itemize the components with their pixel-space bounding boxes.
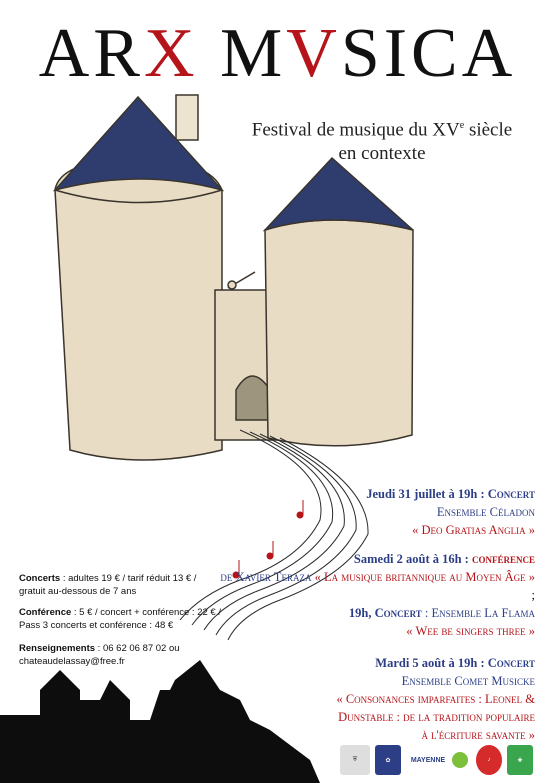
festival-title: ARX MVSICA xyxy=(38,15,517,92)
event-2: Samedi 2 août à 16h : conférence de Xavier Teraza « La musique britannique au Moyen Âge » ; 19h, Concert : Ensemble La Flama « Wee be singers three » xyxy=(220,552,535,638)
festival-subtitle: Festival de musique du XVe siècle en contexte xyxy=(251,119,513,165)
info-conference: Conférence : 5 € / concert + conférence : 22 € / Pass 3 concerts et conférence : 48 € xyxy=(19,607,221,631)
left-tower xyxy=(55,95,222,460)
event-3: Mardi 5 août à 19h : Concert Ensemble Comet Musicke « Consonances imparfaites : Leonel & Dunstable : de la tradition populaire à l'écriture savante » xyxy=(336,656,535,742)
right-tower xyxy=(265,158,413,446)
region-logo-icon: ✿ xyxy=(375,745,401,775)
mayenne-leaf-icon xyxy=(452,752,468,768)
mayenne-logo: MAYENNE xyxy=(408,745,448,775)
trumpeter-figure xyxy=(228,272,255,289)
crest-logo-icon: ⛨ xyxy=(340,745,370,775)
event-1: Jeudi 31 juillet à 19h : Concert Ensemble Céladon « Deo Gratias Anglia » xyxy=(366,487,535,537)
club-logo-icon: ♪ xyxy=(476,745,502,775)
info-concerts: Concerts : adultes 19 € / tarif réduit 13 € / gratuit au-dessous de 7 ans xyxy=(19,573,197,597)
info-contact: Renseignements : 06 62 06 87 02 ou chateaudelassay@free.fr xyxy=(19,643,180,667)
band-logo-icon: ✚ xyxy=(507,745,533,775)
